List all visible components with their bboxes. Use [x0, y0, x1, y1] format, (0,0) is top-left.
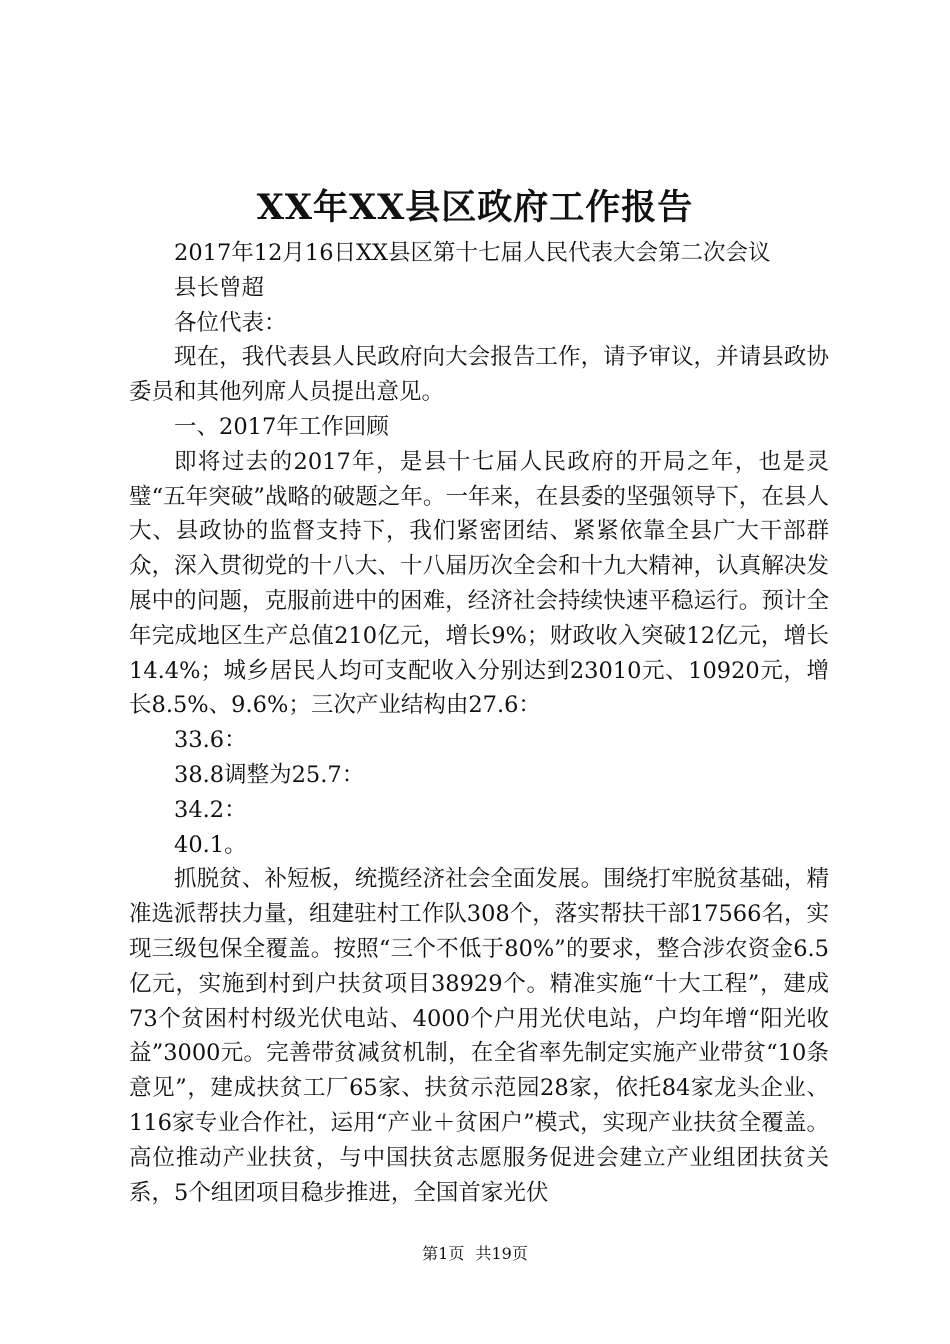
speaker-paragraph: 县长曾超	[174, 274, 265, 301]
ratio-line: 38.8调整为25.7：	[174, 761, 365, 788]
poverty-alleviation-paragraph: 抓脱贫、补短板，统揽经济社会全面发展。围绕打牢脱贫基础，精准选派帮扶力量，组建驻村工作队308个，落实帮扶干部17566名，实现三级包保全覆盖。按照“三个不低于80%”的要求，整合涉农资金6.5亿元，实施到村到户扶贫项目38929个。精准实施“十大工程”，建成73个贫困村村级光伏电站、4000个户用光伏电站，户均年增“阳光收益”3000元。完善带贫减贫机制，在全省率先制定实施产业带贫“10条意见”，建成扶贫工厂65家、扶贫示范园28家，依托84家龙头企业、116家专业合作社，运用“产业＋贫困户”模式，实现产业扶贫全覆盖。高位推动产业扶贫，与中国扶贫志愿服务促进会建立产业组团扶贫关系，5个组团项目稳步推进，全国首家光伏	[129, 866, 829, 1206]
ratio-line: 34.2：	[174, 796, 247, 823]
ratio-line: 40.1。	[174, 831, 247, 858]
section-heading: 一、2017年工作回顾	[174, 413, 389, 440]
page-total: 共19页	[475, 1244, 528, 1263]
page-number: 第1页	[422, 1244, 465, 1263]
meeting-info-paragraph: 2017年12月16日XX县区第十七届人民代表大会第二次会议	[174, 240, 771, 266]
document-title: XX年XX县区政府工作报告	[256, 187, 694, 228]
review-paragraph: 即将过去的2017年，是县十七届人民政府的开局之年，也是灵璧“五年突破”战略的破题之年。一年来，在县委的坚强领导下，在县人大、县政协的监督支持下，我们紧密团结、紧紧依靠全县广大干部群众，深入贯彻党的十八大、十八届历次全会和十九大精神，认真解决发展中的问题，克服前进中的困难，经济社会持续快速平稳运行。预计全年完成地区生产总值210亿元，增长9%；财政收入突破12亿元，增长14.4%；城乡居民人均可支配收入分别达到23010元、10920元，增长8.5%、9.6%；三次产业结构由27.6：	[129, 448, 829, 719]
page-footer	[0, 1244, 950, 1264]
opening-paragraph: 现在，我代表县人民政府向大会报告工作，请予审议，并请县政协委员和其他列席人员提出意见。	[129, 344, 829, 406]
salutation-paragraph: 各位代表：	[174, 309, 287, 336]
document-body	[129, 236, 829, 1210]
ratio-line: 33.6：	[174, 727, 247, 754]
